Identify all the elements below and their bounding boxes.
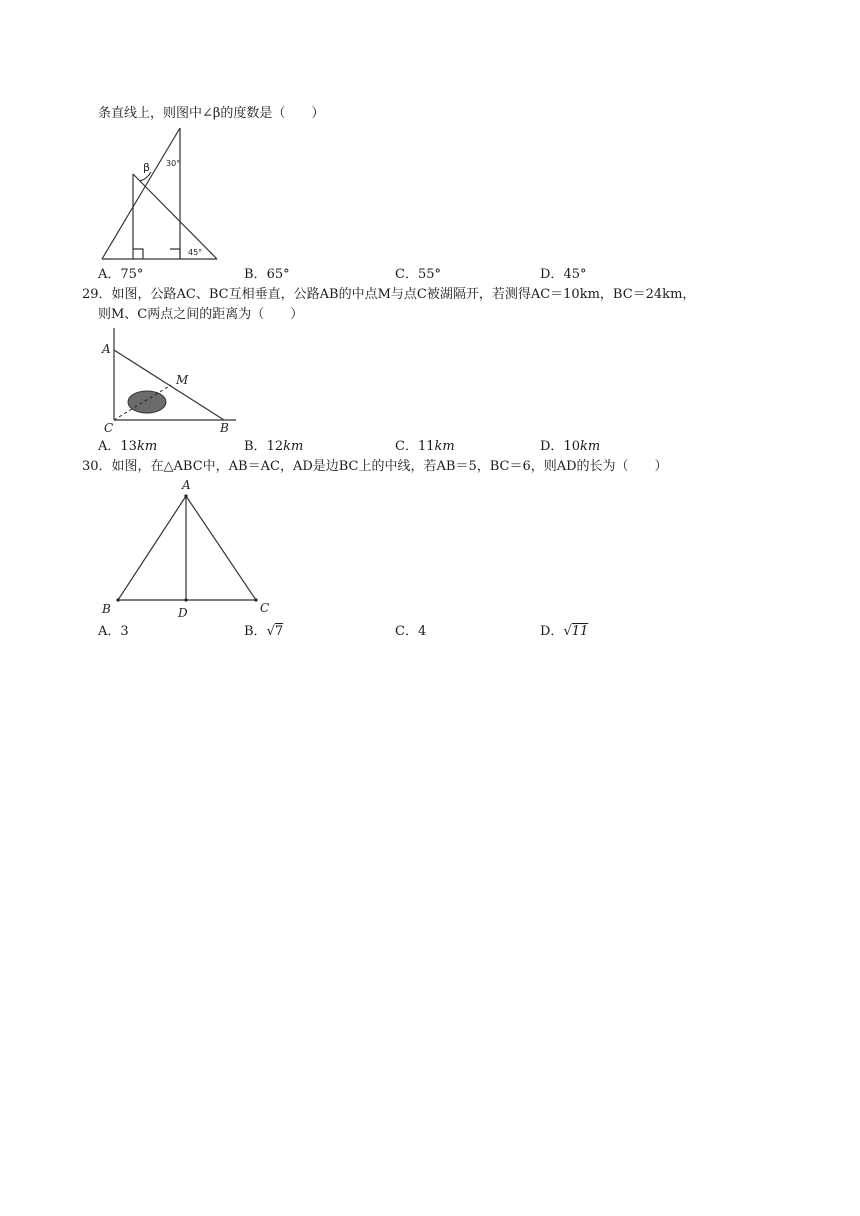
option-text: 75° [120,267,144,282]
option-unit: km [434,439,455,454]
q30-point-c [254,598,257,601]
q30-option-d[interactable] [540,624,588,640]
q30-label-b: B [102,602,111,616]
option-unit: km [579,439,601,454]
radical-sign: √ [266,624,275,639]
q28-right-angle-mark-1 [133,249,143,259]
q28-option-d[interactable] [540,267,586,283]
q29-label-m: M [176,373,189,387]
q29-option-b[interactable] [244,439,303,455]
option-letter: C． [395,624,418,639]
q29-stem-text-1: 如图，公路AC、BC互相垂直，公路AB的中点M与点C被湖隔开，若测得AC＝10km，BC＝24km， [111,287,696,302]
option-text: 4 [417,624,427,639]
q28-label-45: 45° [188,248,203,257]
option-unit: km [283,439,304,454]
q30-side-ab [118,496,186,600]
q30-number: 30． [82,459,112,474]
option-value: 13 [120,439,137,454]
q28-stem-tail: 条直线上，则图中∠β的度数是（ ） [98,106,325,121]
q29-figure [100,326,240,436]
option-text: 55° [417,267,441,282]
q29-figure-svg [100,326,240,436]
q29-label-c: C [104,421,114,435]
q30-option-b[interactable] [244,624,283,640]
q29-stem-line2: 则M、C两点之间的距离为（ ） [98,307,304,322]
q28-hypotenuse-30 [102,128,180,259]
q28-label-30: 30° [166,159,181,168]
q29-option-d[interactable] [540,439,600,455]
q29-label-b: B [220,421,229,435]
q30-label-c: C [260,601,270,615]
q29-option-a[interactable] [98,439,157,455]
q28-figure-svg [100,124,225,264]
option-letter: C． [395,267,418,282]
radicand: 11 [571,624,589,639]
option-value: 11 [417,439,435,454]
q28-option-b[interactable] [244,267,290,283]
option-letter: A． [98,267,121,282]
option-value: 10 [563,439,580,454]
radical-sign: √ [563,624,572,639]
q28-option-c[interactable] [395,267,441,283]
q28-right-angle-mark-2 [170,249,180,259]
radicand: 7 [274,624,284,639]
q28-figure [100,124,225,264]
option-letter: B． [244,439,267,454]
option-text: 3 [120,624,129,639]
q30-stem-line [82,459,668,475]
option-letter: D． [540,624,564,639]
option-text: 65° [266,267,290,282]
option-text: 45° [563,267,587,282]
q30-label-d: D [178,606,188,620]
q29-stem-line1 [82,287,695,303]
option-letter: B． [244,624,267,639]
option-letter: D． [540,267,564,282]
option-letter: A． [98,439,121,454]
q30-point-d [184,598,187,601]
q28-hypotenuse-45 [133,174,217,259]
q30-stem-text: 如图，在△ABC中，AB＝AC，AD是边BC上的中线，若AB＝5，BC＝6，则AD的长为（ ） [111,459,668,474]
q30-point-a [184,494,187,497]
option-value: 12 [266,439,284,454]
q29-number: 29． [82,287,112,302]
option-letter: B． [244,267,267,282]
q30-label-a: A [182,478,191,492]
q29-option-c[interactable] [395,439,455,455]
q30-figure [100,476,280,622]
q29-lake [128,391,166,413]
option-letter: C． [395,439,418,454]
q28-label-beta: β [143,161,151,174]
q30-side-ac [186,496,256,600]
option-unit: km [136,439,158,454]
q30-point-b [116,598,119,601]
option-letter: D． [540,439,564,454]
q28-option-a[interactable] [98,267,143,283]
q29-label-a: A [102,342,111,356]
q30-figure-svg [100,476,280,622]
q30-option-c[interactable] [395,624,426,640]
option-letter: A． [98,624,121,639]
q30-option-a[interactable] [98,624,129,640]
